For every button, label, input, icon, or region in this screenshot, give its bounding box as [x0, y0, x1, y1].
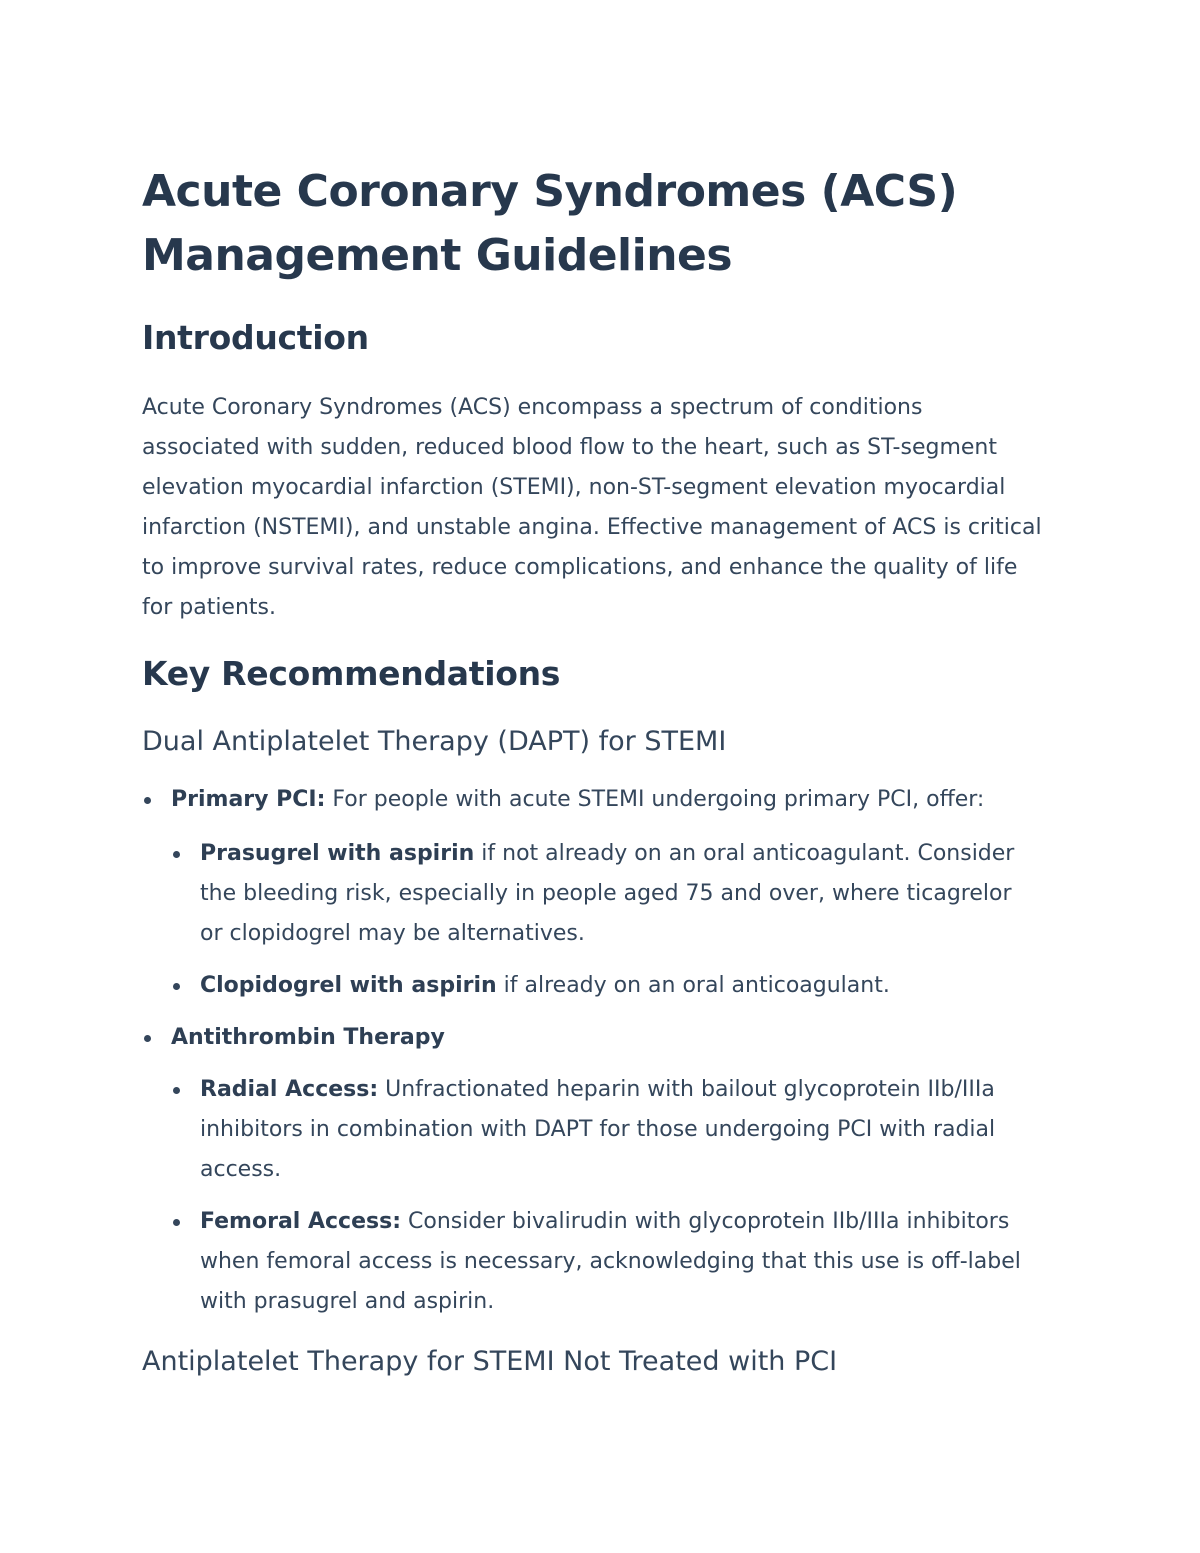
page-title: Acute Coronary Syndromes (ACS) Management Guidelines [142, 166, 958, 281]
list-item-clopidogrel [171, 966, 1062, 1006]
antithrombin-sublist [171, 1070, 1062, 1322]
list-item-radial-access [171, 1070, 1040, 1190]
item-text: if not already on an oral anticoagulant. Consider the bleeding risk, especially in people aged 75 and over, where ticagrelor or clopidogrel may be alternatives. [200, 841, 1015, 946]
item-text: For people with acute STEMI undergoing primary PCI, offer: [325, 787, 985, 812]
section-heading-introduction: Introduction [142, 318, 369, 357]
item-label: Antithrombin Therapy [171, 1025, 445, 1050]
item-text: Consider bivalirudin with glycoprotein IIb/IIIa inhibitors when femoral access is necessary, acknowledging that this use is off-label with prasugrel and aspirin. [200, 1209, 1021, 1314]
dapt-list [142, 780, 1062, 1322]
section-heading-key-recommendations: Key Recommendations [142, 654, 561, 693]
bullet-icon [144, 797, 151, 804]
list-item-femoral-access [171, 1202, 1050, 1322]
item-label: Clopidogrel with aspirin [200, 973, 497, 998]
bullet-icon [173, 1087, 180, 1094]
bullet-icon [173, 1219, 180, 1226]
primary-pci-sublist [171, 834, 1062, 1006]
bullet-icon [144, 1035, 151, 1042]
item-label: Prasugrel with aspirin [200, 841, 475, 866]
item-label: Radial Access: [200, 1077, 379, 1102]
item-text: if already on an oral anticoagulant. [496, 973, 890, 998]
item-label: Femoral Access: [200, 1209, 402, 1234]
list-item-primary-pci [142, 780, 1062, 1006]
list-item-prasugrel [171, 834, 1020, 954]
bullet-icon [173, 983, 180, 990]
item-label: Primary PCI: [171, 787, 326, 812]
document-page [142, 160, 1062, 1380]
bullet-icon [173, 851, 180, 858]
introduction-paragraph: Acute Coronary Syndromes (ACS) encompass a spectrum of conditions associated with sudden, reduced blood flow to the heart, such as ST-segment elevation myocardial infarction (STEMI), non-ST-segment elevation myocardial infarction (NSTEMI), and unstable angina. Effective management of ACS is critical to improve survival rates, reduce complications, and enhance the quality of life for patients. [142, 395, 1042, 620]
list-item-antithrombin [142, 1018, 1062, 1322]
subsection-heading-dapt: Dual Antiplatelet Therapy (DAPT) for STEMI [142, 726, 727, 757]
item-text: Unfractionated heparin with bailout glycoprotein IIb/IIIa inhibitors in combination with DAPT for those undergoing PCI with radial access. [200, 1077, 996, 1182]
subsection-heading-non-pci: Antiplatelet Therapy for STEMI Not Treated with PCI [142, 1346, 838, 1377]
